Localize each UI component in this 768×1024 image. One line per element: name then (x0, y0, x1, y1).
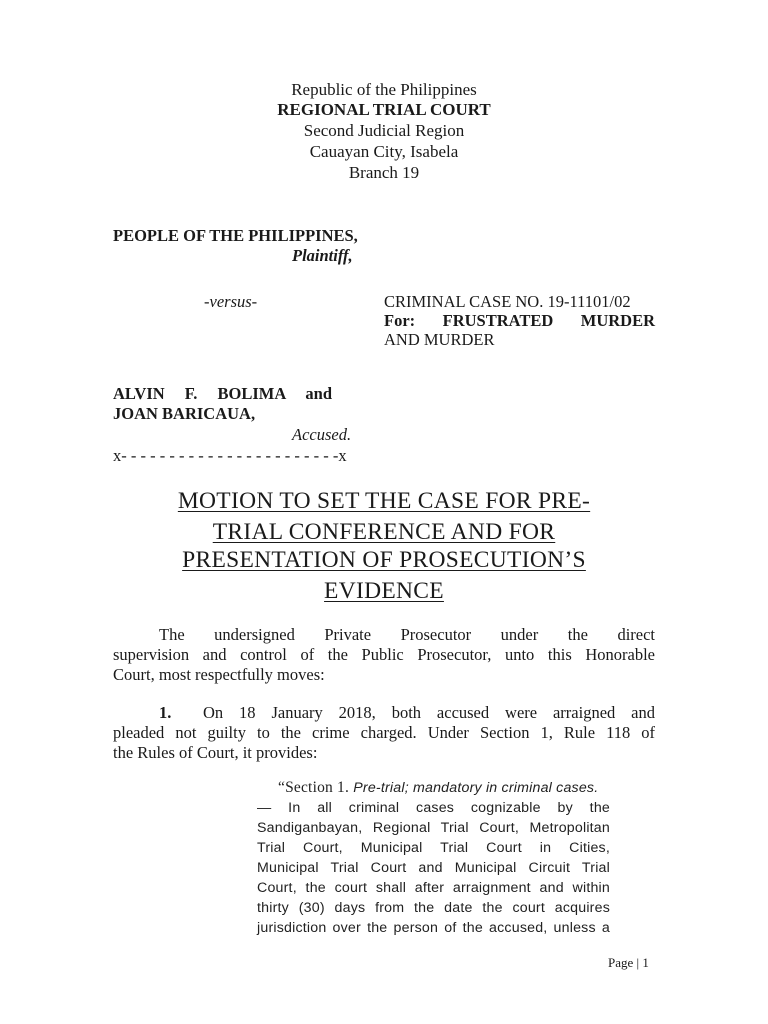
header-republic: Republic of the Philippines (291, 80, 477, 99)
intro-line3: Court, most respectfully moves: (113, 665, 325, 684)
quote-heading (278, 778, 610, 798)
title-text: PRESENTATION OF PROSECUTION’S (182, 547, 586, 573)
charge-word-frustrated: FRUSTRATED (442, 311, 554, 330)
paragraph-1-line1: On 18 January 2018, both accused were arraigned and (203, 703, 655, 722)
accused-names-line2: JOAN BARICAUA, (113, 404, 256, 423)
plaintiff-role: Plaintiff, (292, 246, 353, 265)
accused-role: Accused. (292, 425, 352, 444)
header-branch: Branch 19 (348, 163, 420, 182)
motion-title-line2 (140, 517, 628, 548)
header-city: Cauayan City, Isabela (309, 142, 459, 161)
intro-line1: The undersigned Private Prosecutor under the direct (159, 625, 655, 644)
title-text: EVIDENCE (324, 578, 444, 604)
motion-title-line3 (140, 545, 628, 576)
quote-section-title: Pre-trial; mandatory in criminal cases. (353, 780, 599, 796)
title-text: MOTION TO SET THE CASE FOR PRE- (177, 488, 591, 514)
paragraph-1-line2: pleaded not guilty to the crime charged. Under Section 1, Rule 118 of (113, 723, 655, 742)
quote-line: Court, the court shall after arraignment and within (257, 880, 610, 896)
page-number: Page | 1 (608, 955, 649, 970)
quote-section-label: “Section 1. (278, 779, 350, 796)
intro-line2: supervision and control of the Public Prosecutor, unto this Honorable (113, 645, 655, 664)
plaintiff-name: PEOPLE OF THE PHILIPPINES, (113, 226, 358, 245)
quote-line: Trial Court, Municipal Trial Court in Cities, (257, 840, 610, 856)
title-text: TRIAL CONFERENCE AND FOR (212, 519, 556, 545)
case-number: CRIMINAL CASE NO. 19-11101/02 (384, 292, 631, 311)
accused-word: and (305, 384, 333, 403)
case-charge-line1 (384, 311, 655, 331)
versus-label: -versus- (204, 292, 258, 311)
paragraph-1-line3: the Rules of Court, it provides: (113, 743, 318, 762)
quote-line: thirty (30) days from the date the court acquires (257, 900, 610, 916)
header-court: REGIONAL TRIAL COURT (277, 100, 491, 119)
quote-line: jurisdiction over the person of the accused, unless a (257, 920, 610, 936)
accused-names-line1 (113, 384, 332, 404)
quote-line: — In all criminal cases cognizable by the (257, 800, 610, 816)
quote-line: Sandiganbayan, Regional Trial Court, Metropolitan (257, 820, 610, 836)
motion-title-line4 (140, 576, 628, 607)
accused-word: F. (184, 384, 198, 403)
accused-word: ALVIN (113, 384, 165, 403)
case-charge-line2: AND MURDER (384, 330, 495, 349)
quote-line: Municipal Trial Court and Municipal Circuit Trial (257, 860, 610, 876)
accused-word: BOLIMA (217, 384, 286, 403)
charge-for-label: For: (384, 311, 416, 330)
motion-title-line1 (140, 486, 628, 517)
charge-word-murder: MURDER (580, 311, 656, 330)
caption-separator: x- - - - - - - - - - - - - - - - - - - - - - -x (113, 446, 347, 465)
paragraph-1-number: 1. (159, 703, 172, 722)
header-region: Second Judicial Region (303, 121, 465, 140)
